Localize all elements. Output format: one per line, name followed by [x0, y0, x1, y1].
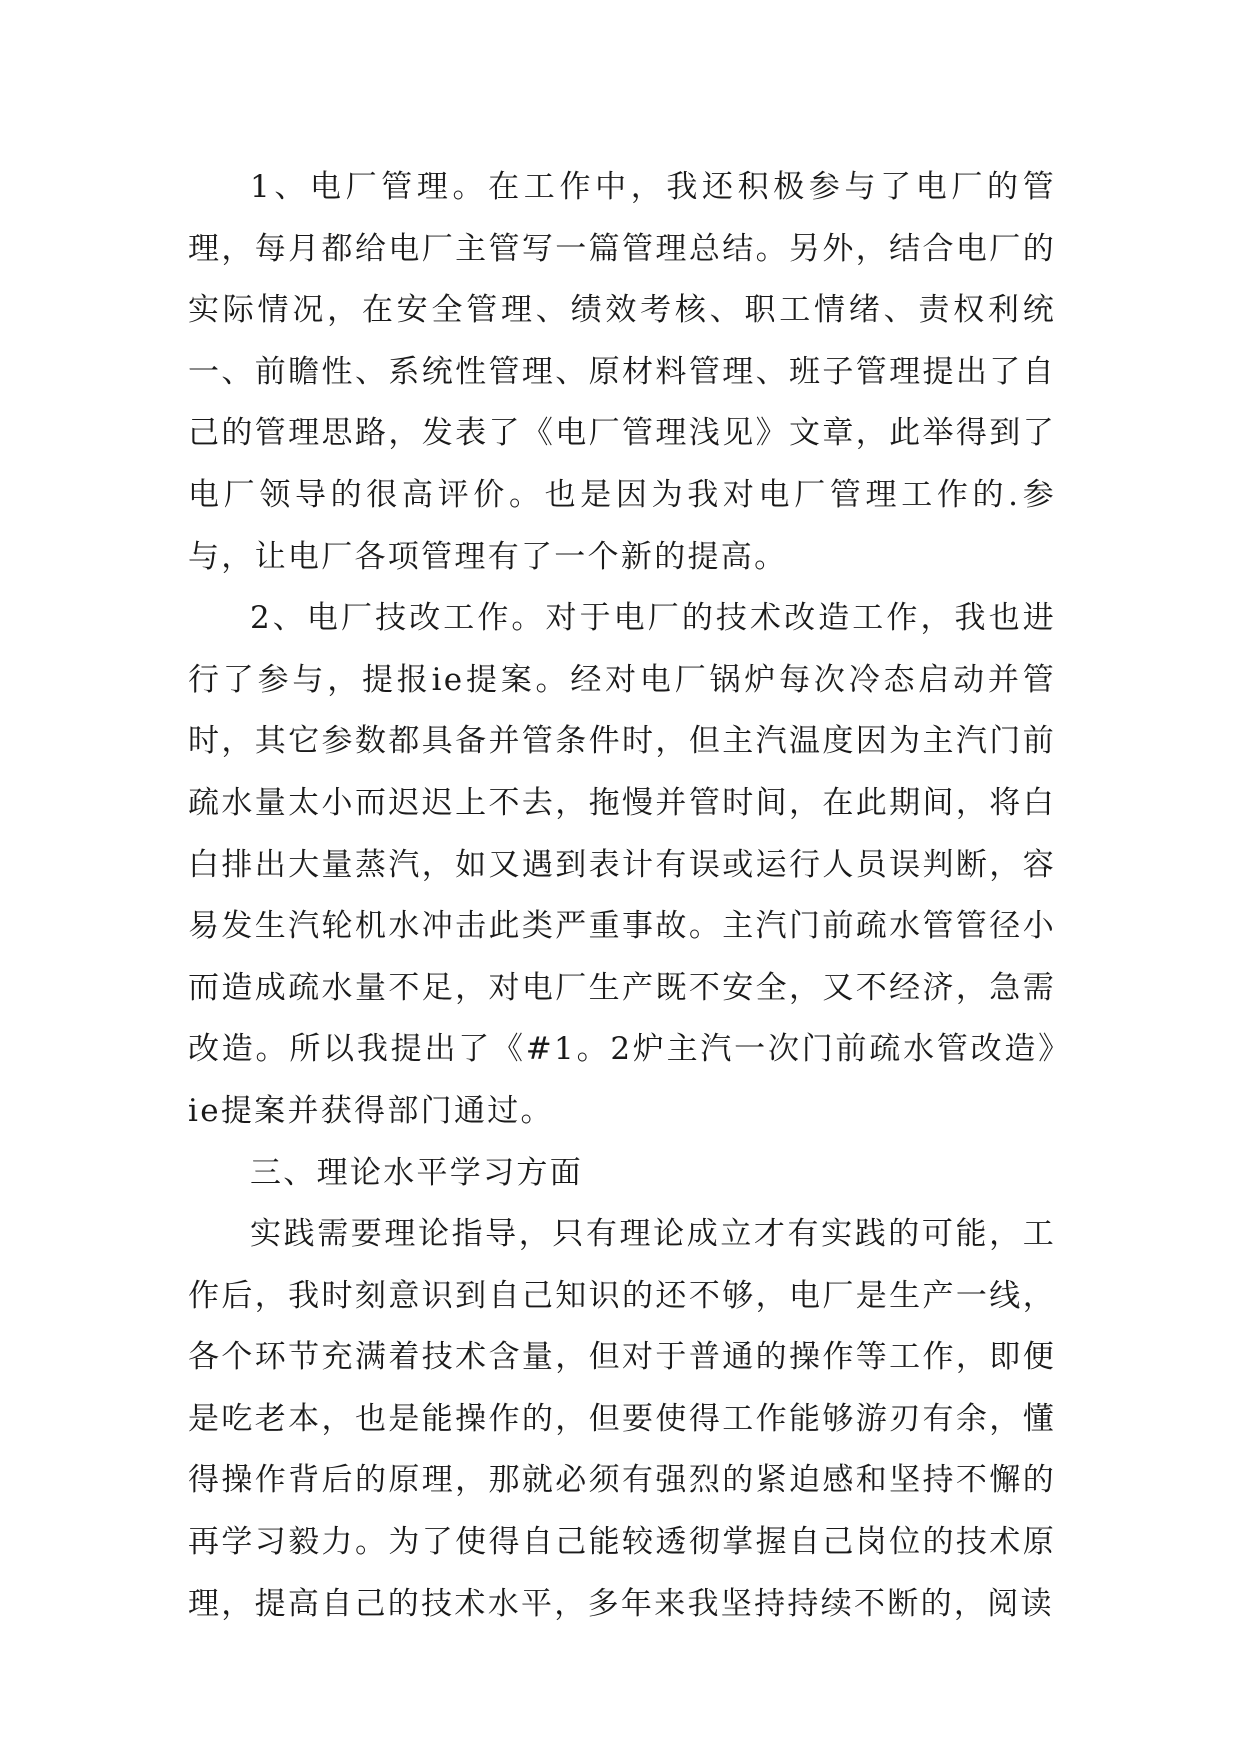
- section-heading-theory-study: 三、理论水平学习方面: [250, 1154, 583, 1191]
- paragraph-technical-renovation: 2、电厂技改工作。对于电厂的技术改造工作，我也进行了参与，提报ie提案。经对电厂锅炉每次冷态启动并管时，其它参数都具备并管条件时，但主汽温度因为主汽门前疏水量太小而迟迟上不去，拖慢并管时间，在此期间，将白白排出大量蒸汽，如又遇到表计有误或运行人员误判断，容易发生汽轮机水冲击此类严重事故。主汽门前疏水管管径小而造成疏水量不足，对电厂生产既不安全，又不经济，急需改造。所以我提出了《#1。2炉主汽一次门前疏水管改造》ie提案并获得部门通过。: [188, 600, 1056, 1129]
- paragraph-power-plant-management: 1、电厂管理。在工作中，我还积极参与了电厂的管理，每月都给电厂主管写一篇管理总结。另外，结合电厂的实际情况，在安全管理、绩效考核、职工情绪、责权利统一、前瞻性、系统性管理、原材料管理、班子管理提出了自己的管理思路，发表了《电厂管理浅见》文章，此举得到了电厂领导的很高评价。也是因为我对电厂管理工作的.参与，让电厂各项管理有了一个新的提高。: [188, 169, 1056, 575]
- document-body: [188, 157, 1056, 1635]
- paragraph-theory-study: 实践需要理论指导，只有理论成立才有实践的可能，工作后，我时刻意识到自己知识的还不够，电厂是生产一线，各个环节充满着技术含量，但对于普通的操作等工作，即便是吃老本，也是能操作的，但要使得工作能够游刃有余，懂得操作背后的原理，那就必须有强烈的紧迫感和坚持不懈的再学习毅力。为了使得自己能较透彻掌握自己岗位的技术原理，提高自己的技术水平，多年来我坚持持续不断的，阅读: [188, 1216, 1056, 1622]
